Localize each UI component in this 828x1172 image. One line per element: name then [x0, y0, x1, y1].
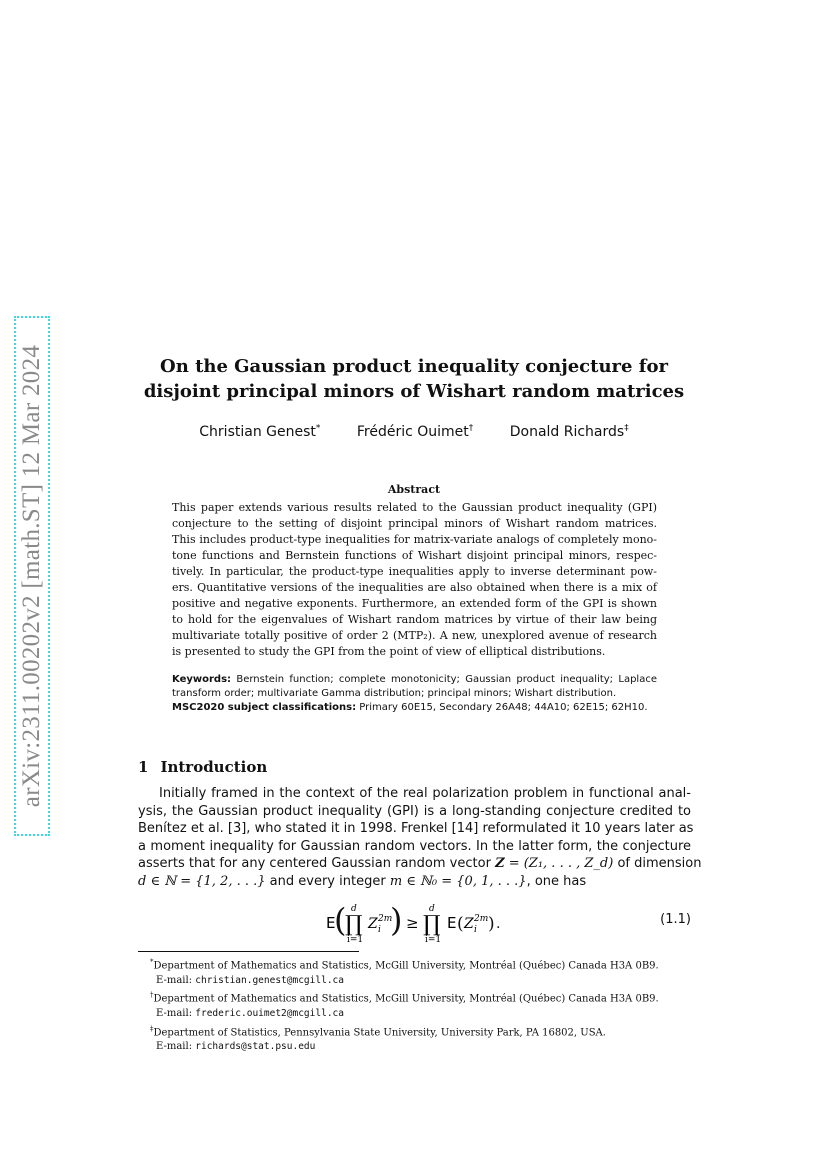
abstract-line: This includes product-type inequalities for matrix-variate analogs of completely mono-: [172, 533, 657, 546]
author-ouimet: [357, 424, 473, 440]
display-equation: [138, 898, 691, 948]
keywords-line: [172, 673, 657, 687]
author-list: [0, 423, 828, 440]
author-name: Frédéric Ouimet: [356, 423, 469, 440]
intro-text: , one has: [526, 873, 587, 889]
abstract-line: ers. Quantitative versions of the inequalities are also obtained when there is a mix of: [172, 581, 657, 594]
footnote-email: [150, 974, 690, 989]
section-number: 1: [138, 758, 149, 776]
intro-line: [138, 873, 691, 891]
equation-number[interactable]: (1.1): [660, 912, 691, 927]
equation-formula: [326, 898, 526, 948]
footnote-email: [150, 1007, 690, 1022]
vector-definition: = (Z₁, . . . , Z_d): [508, 856, 614, 872]
abstract-line: This paper extends various results related to the Gaussian product inequality (GPI): [172, 501, 657, 514]
affiliation-text: Department of Statistics, Pennsylvania State University, University Park, PA 16802, USA.: [153, 1026, 606, 1038]
footnotes: [150, 955, 690, 1055]
author-genest: [199, 424, 320, 440]
email-label: E-mail:: [156, 1008, 193, 1020]
footnote-email: [150, 1040, 690, 1055]
keywords-line: transform order; multivariate Gamma distribution; principal minors; Wishart distribution.: [172, 688, 617, 699]
author-name: Donald Richards: [509, 423, 625, 440]
vector-symbol: Z: [495, 856, 505, 872]
z-sub: i: [474, 925, 477, 935]
abstract-body: [172, 500, 657, 660]
affiliation-text: Department of Mathematics and Statistics, McGill University, Montréal (Québec) Canada H3A 0B9.: [153, 960, 659, 972]
z-term: Z: [368, 916, 378, 932]
intro-paragraph: [138, 785, 702, 891]
z-power: 2m: [474, 914, 489, 924]
keywords-block: [172, 673, 657, 715]
product-upper: d: [351, 904, 357, 914]
z-term: Z: [464, 916, 474, 932]
product-symbol: ∏: [423, 912, 441, 937]
msc-line: [172, 701, 657, 715]
dimension-math: d ∈ ℕ = {1, 2, . . .}: [138, 873, 266, 889]
footnote-mark[interactable]: *: [315, 423, 321, 433]
abstract-line: multivariate totally positive of order 2 (MTP₂). A new, unexplored avenue of research: [172, 629, 657, 642]
section-title: Introduction: [160, 758, 268, 776]
geq-symbol: ≥: [406, 914, 419, 932]
right-paren: ): [390, 901, 403, 939]
z-power: 2m: [378, 914, 393, 924]
period: .: [496, 916, 501, 932]
intro-text: asserts that for any centered Gaussian random vector: [138, 856, 491, 872]
arxiv-identifier[interactable]: arXiv:2311.00202v2 [math.ST] 12 Mar 2024: [18, 344, 45, 808]
intro-text: of dimension: [617, 856, 702, 872]
abstract-line: is presented to study the GPI from the point of view of elliptical distributions.: [172, 645, 606, 658]
author-richards: [510, 424, 629, 440]
email-link[interactable]: frederic.ouimet2@mcgill.ca: [195, 1008, 344, 1020]
footnote-affiliation: [150, 988, 690, 1007]
footnote-mark: *: [150, 958, 154, 966]
footnote-mark: †: [150, 991, 154, 1000]
section-heading: [138, 758, 267, 776]
email-label: E-mail:: [156, 974, 193, 986]
email-label: E-mail:: [156, 1041, 193, 1053]
footnote-rule: [138, 951, 359, 952]
product-lower: i=1: [347, 935, 364, 945]
abstract-line: to hold for the eigenvalues of Wishart random matrices by virtue of their law being: [172, 613, 657, 626]
abstract-line: tively. In particular, the product-type inequalities apply to inverse determinant pow-: [172, 565, 657, 578]
left-paren: (: [334, 901, 347, 939]
z-sub: i: [378, 925, 381, 935]
title-line: On the Gaussian product inequality conjecture for: [160, 356, 668, 377]
integer-math: m ∈ ℕ₀ = {0, 1, . . .}: [389, 873, 527, 889]
abstract-line: tone functions and Bernstein functions of Wishart disjoint principal minors, respec-: [172, 549, 657, 562]
paper-title: [0, 354, 828, 404]
footnote-affiliation: [150, 1022, 690, 1041]
product-symbol: ∏: [345, 912, 363, 937]
author-name: Christian Genest: [199, 423, 316, 440]
intro-line: [138, 855, 702, 873]
abstract-line: conjecture to the setting of disjoint principal minors of Wishart random matrices.: [172, 517, 657, 530]
intro-line: a moment inequality for Gaussian random vectors. In the latter form, the conjecture: [138, 838, 691, 854]
intro-line: Benítez et al. [3], who stated it in 1998. Frenkel [14] reformulated it 10 years later as: [138, 821, 694, 837]
product-lower: i=1: [425, 935, 442, 945]
footnote-mark: ‡: [150, 1024, 154, 1033]
footnote-mark[interactable]: ‡: [624, 423, 629, 433]
left-paren: (: [457, 914, 464, 934]
intro-line: ysis, the Gaussian product inequality (GPI) is a long-standing conjecture credited to: [138, 803, 691, 819]
msc-label: MSC2020 subject classifications:: [172, 702, 357, 713]
msc-text: Primary 60E15, Secondary 26A48; 44A10; 62E15; 62H10.: [359, 702, 648, 713]
abstract-heading: Abstract: [387, 483, 441, 496]
right-paren: ): [488, 914, 495, 934]
keywords-text: Bernstein function; complete monotonicity; Gaussian product inequality; Laplace: [236, 674, 657, 685]
footnote-affiliation: [150, 955, 690, 974]
intro-line: Initially framed in the context of the real polarization problem in functional anal-: [159, 786, 691, 801]
expectation-symbol: E: [326, 914, 336, 932]
keywords-label: Keywords:: [172, 674, 232, 685]
email-link[interactable]: richards@stat.psu.edu: [195, 1041, 316, 1053]
abstract-line: positive and negative exponents. Furthermore, an extended form of the GPI is shown: [172, 597, 657, 610]
title-line: disjoint principal minors of Wishart random matrices: [143, 381, 685, 402]
intro-text: and every integer: [269, 873, 386, 889]
affiliation-text: Department of Mathematics and Statistics, McGill University, Montréal (Québec) Canada H3A 0B9.: [153, 993, 659, 1005]
email-link[interactable]: christian.genest@mcgill.ca: [195, 974, 344, 986]
product-upper: d: [429, 904, 435, 914]
expectation-symbol: E: [447, 914, 457, 932]
footnote-mark[interactable]: †: [468, 423, 474, 433]
